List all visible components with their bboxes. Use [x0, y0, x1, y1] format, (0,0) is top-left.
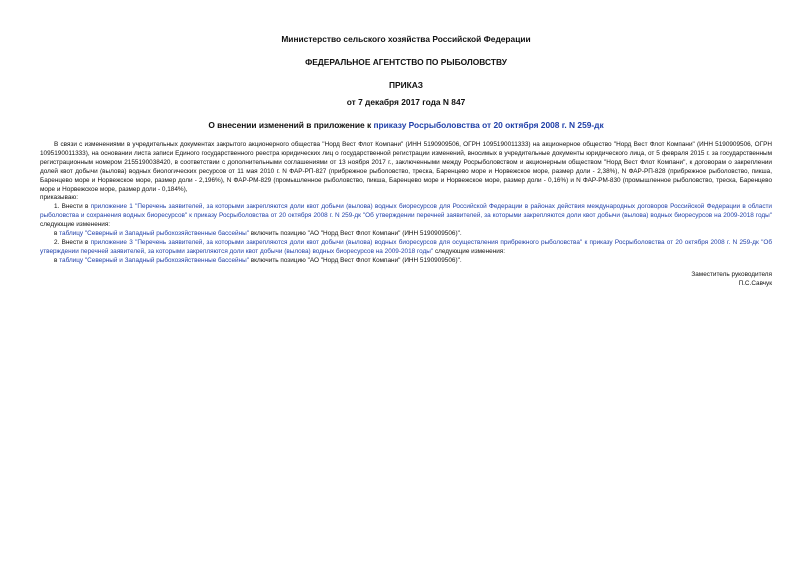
item-2-link[interactable]: приложение 3 "Перечень заявителей, за которыми закрепляются доли квот добычи (вылова) водных биоресурсов для осуществления прибрежного рыболовства" к приказу Росрыболовства от 20 октября 2008 г. N 259-дк "Об утверждении перечней заявителей, за которыми закрепляются доли квот добычи (вылова) водных биоресурсов на 2009-2018 годы" [40, 238, 772, 255]
item-1-sub-link[interactable]: таблицу "Северный и Западный рыбохозяйственные бассейны" [59, 230, 250, 238]
item-2-sub-link[interactable]: таблицу "Северный и Западный рыбохозяйственные бассейны" [59, 256, 250, 264]
document-page [40, 34, 772, 288]
signature-position: Заместитель руководителя [691, 270, 772, 278]
subject-link[interactable]: приказу Росрыболовства от 20 октября 2008 г. N 259-дк [373, 120, 604, 130]
signature-block [40, 270, 772, 288]
ministry-heading: Министерство сельского хозяйства Российской Федерации [281, 34, 531, 44]
item-2-paragraph [40, 239, 772, 257]
subject-prefix: О внесении изменений в приложение к [208, 120, 374, 130]
date-number-heading: от 7 декабря 2017 года N 847 [346, 97, 466, 107]
item-1-prefix: 1. Внести в [54, 203, 91, 211]
item-2-suffix: следующие изменения: [433, 247, 506, 255]
item-1-sub-prefix: в [54, 230, 60, 238]
item-1-link[interactable]: приложение 1 "Перечень заявителей, за которыми закрепляются доли квот добычи (вылова) водных биоресурсов для Российской Федерации в районах действия международных договоров Российской Федерации в области рыболовства и сохранения водных биоресурсов" к приказу Росрыболовства от 20 октября 2008 г. N 259-дк "Об утверждении перечней заявителей, за которыми закрепляются доли квот добычи (вылова) водных биоресурсов на 2009-2018 годы" [40, 203, 773, 220]
item-2-prefix: 2. Внести в [54, 238, 91, 246]
item-2-sub-paragraph [40, 257, 772, 266]
document-body [40, 141, 772, 266]
agency-heading: ФЕДЕРАЛЬНОЕ АГЕНТСТВО ПО РЫБОЛОВСТВУ [305, 57, 507, 67]
subject-heading [40, 120, 772, 131]
item-1-sub-paragraph [40, 230, 772, 239]
item-2-sub-prefix: в [54, 256, 60, 264]
item-2-sub-suffix: включить позицию "АО "Норд Вест Флот Компани" (ИНН 5190909506)". [249, 256, 462, 264]
intro-paragraph: В связи с изменениями в учредительных документах закрытого акционерного общества "Норд Вест Флот Компани" (ИНН 5190909506, ОГРН 1095190011333) на акционерное общество "Норд Вест Флот Компани" (ИНН 5190909506, ОГРН 1095190011333), на основании листа записи Единого государственного реестра юридических лиц о государственной регистрации изменений, вносимых в учредительные документы юридического лица, от 5 февраля 2015 г. за государственным регистрационным номером 2155190038420, в соответствии с дополнительными соглашениями от 13 ноября 2017 г., заключенными между Росрыболовством и акционерным обществом "Норд Вест Флот Компани", к договорам о закреплении долей квот добычи (вылова) водных биологических ресурсов от 11 мая 2010 г. N ФАР-РП-827 (прибрежное рыболовство, треска, Баренцево море и Норвежское море, размер доли - 2,38%), N ФАР-РП-828 (прибрежное рыболовство, пикша, Баренцево море и Норвежское море, размер доли - 2,196%), N ФАР-РМ-829 (промышленное рыболовство, пикша, Баренцево море и Норвежское море, размер доли - 0,16%) и N ФАР-РМ-830 (промышленное рыболовство, треска, Баренцево море и Норвежское море, размер доли - 0,184%), [40, 141, 772, 193]
item-1-paragraph [40, 203, 772, 230]
signature-name: П.С.Савчук [738, 279, 772, 287]
doc-type-heading: ПРИКАЗ [388, 80, 424, 90]
item-1-suffix: следующие изменения: [40, 221, 111, 229]
order-word: приказываю: [40, 194, 78, 202]
item-1-sub-suffix: включить позицию "АО "Норд Вест Флот Компани" (ИНН 5190909506)". [249, 230, 462, 238]
